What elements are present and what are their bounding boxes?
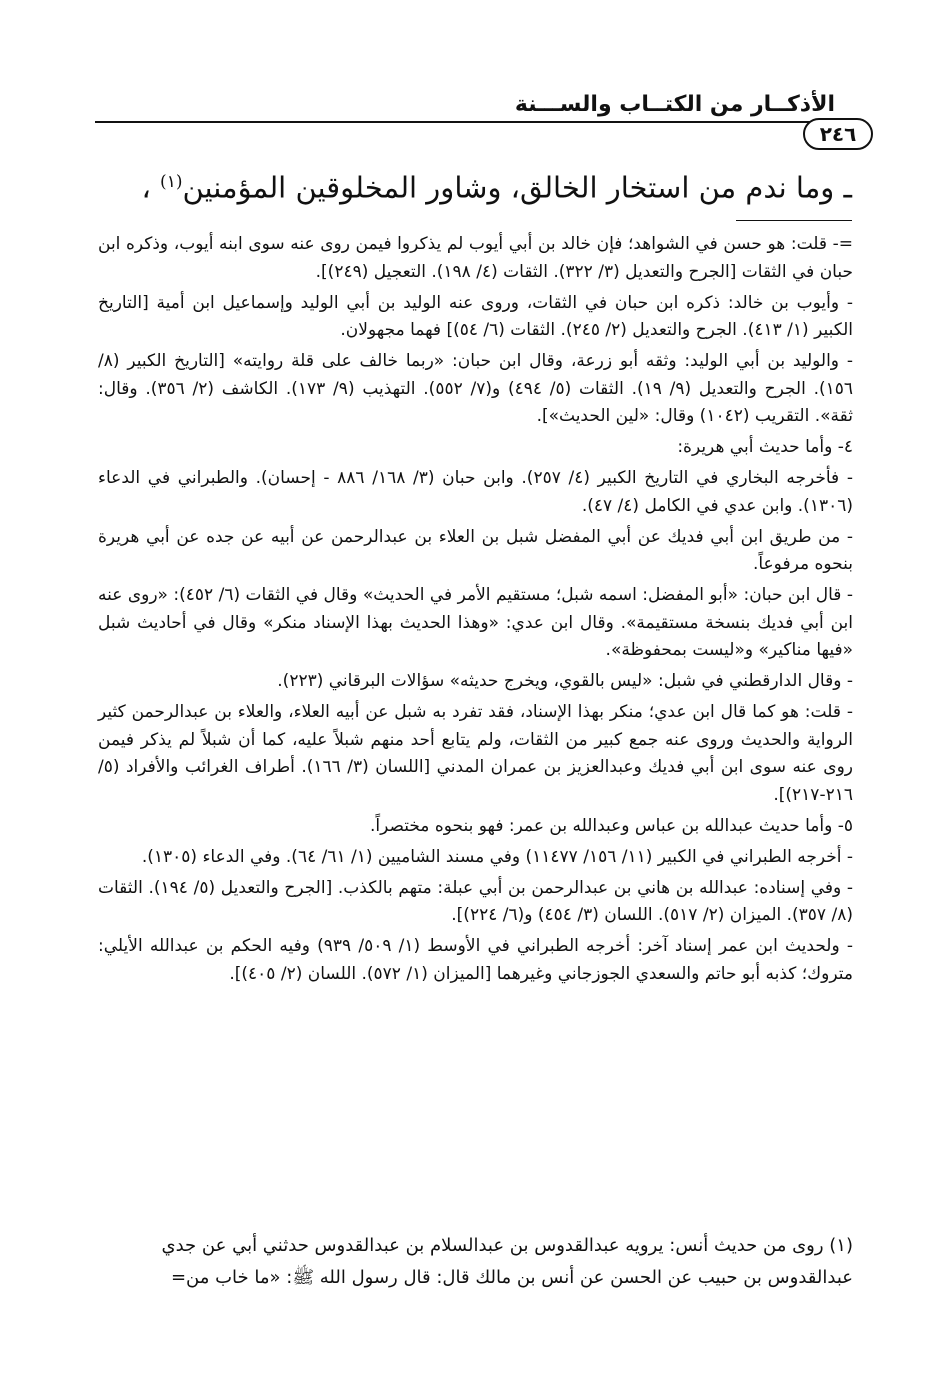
footnote-continuation [98, 231, 853, 992]
footnote-1: (١) روى من حديث أنس: يرويه عبدالقدوس بن عبدالسلام بن عبدالقدوس حدثني أبي عن جدي عبدالقدوس بن حبيب عن الحسن عن أنس بن مالك قال: قال رسول الله ﷺ: «ما خاب من= [161, 1235, 853, 1288]
footnote-paragraph: - أخرجه الطبراني في الكبير (١١/ ١٥٦/ ١١٤٧٧) وفي مسند الشاميين (١/ ٦١/ ٦٤). وفي الدعاء (١٣٠٥). [141, 846, 853, 867]
footnote-paragraph: - وأيوب بن خالد: ذكره ابن حبان في الثقات، وروى عنه الوليد بن أبي الوليد وإسماعيل ابن أمية [التاريخ الكبير (١/ ٤١٣). الجرح والتعديل (٢/ ٢٤٥). الثقات (٦/ ٥٤)] فهما مجهولان. [98, 292, 853, 340]
main-text-end: ، [141, 170, 151, 205]
footnote-paragraph: - قلت: هو كما قال ابن عدي؛ منكر بهذا الإسناد، فقد تفرد به شبل عن أبيه العلاء، والعلاء بن عبدالرحمن كثير الرواية والحديث وروى عنه جمع كبير من الثقات، ولم يتابع أحد منهم شبلاً عليه، كما أن شبلاً لم يذكر فيمن روى عنه سوى ابن أبي فديك وعبدالعزيز بن عمران المدني [اللسان (٣/ ١٦٦). أطراف الغرائب والأفراد (٥/ ٢١٦-٢١٧)]. [98, 702, 853, 805]
footnote-paragraph: - ولحديث ابن عمر إسناد آخر: أخرجه الطبراني في الأوسط (١/ ٥٠٩/ ٩٣٩) وفيه الحكم بن عبدالله الأيلي: متروك؛ كذبه أبو حاتم والسعدي الجوزجاني وغيرهما [الميزان (١/ ٥٧٢). اللسان (٢/ ٤٠٥)]. [98, 936, 853, 984]
footnote-ref: (١) [160, 172, 183, 192]
footnote-paragraph: - والوليد بن أبي الوليد: وثقه أبو زرعة، وقال ابن حبان: «ربما خالف على قلة روايته» [التاريخ الكبير (٨/ ١٥٦). الجرح والتعديل (٩/ ١٩). الثقات (٥/ ٤٩٤) و(٧/ ٥٥٢). التهذيب (٩/ ١٧٣). الكاشف (٢/ ٣٥٦). وقال: ثقة». التقريب (١٠٤٢) وقال: «لين الحديث»]. [98, 351, 854, 426]
page-number-badge: ٢٤٦ [803, 118, 873, 150]
footnote-paragraph: =- قلت: هو حسن في الشواهد؛ فإن خالد بن أبي أيوب لم يذكروا فيمن روى عنه سوى ابنه أيوب، وذكره ابن حبان في الثقات [الجرح والتعديل (٣/ ٣٢٢). الثقات (٤/ ١٩٨). التعجيل (٢٤٩)]. [98, 234, 853, 282]
footnote-paragraph: - وفي إسناده: عبدالله بن هاني بن عبدالرحمن بن أبي عبلة: متهم بالكذب. [الجرح والتعديل (٥/ ١٩٤). الثقات (٨/ ٣٥٧). الميزان (٢/ ٥١٧). اللسان (٣/ ٤٥٤) و(٦/ ٢٢٤)]. [98, 877, 854, 925]
running-header-title: الأذكــار من الكتــاب والســـنة [514, 92, 835, 117]
footnote-paragraph: - فأخرجه البخاري في التاريخ الكبير (٤/ ٢٥٧). وابن حبان (٣/ ١٦٨/ ٨٨٦ - إحسان). والطبراني في الدعاء (١٣٠٦). وابن عدي في الكامل (٤/ ٤٧). [98, 468, 853, 516]
main-text: ـ وما ندم من استخار الخالق، وشاور المخلوقين المؤمنين [182, 170, 852, 205]
footnote-paragraph: - من طريق ابن أبي فديك عن أبي المفضل شبل بن العلاء بن عبدالرحمن عن أبيه عن جده عن أبي هريرة بنحوه مرفوعاً. [98, 526, 853, 574]
footnote-paragraph: - قال ابن حبان: «أبو المفضل: اسمه شبل؛ مستقيم الأمر في الحديث» وقال في الثقات (٦/ ٤٥٢): «روى عنه ابن أبي فديك بنسخة مستقيمة». وقال ابن عدي: «وهذا الحديث بهذا الإسناد منكر» وقال في أحاديث شبل «فيها مناكير» و«ليست بمحفوظة». [98, 585, 853, 660]
footnote-paragraph: - وقال الدارقطني في شبل: «ليس بالقوي، ويخرج حديثه» سؤالات البرقاني (٢٢٣). [277, 671, 853, 691]
footnote-separator [736, 220, 852, 221]
footnote-paragraph: ٥- وأما حديث عبدالله بن عباس وعبدالله بن عمر: فهو بنحوه مختصراً. [369, 815, 853, 836]
main-text-line [100, 160, 852, 210]
header-rule [95, 121, 837, 123]
footnote-paragraph: ٤- وأما حديث أبي هريرة: [677, 437, 853, 457]
